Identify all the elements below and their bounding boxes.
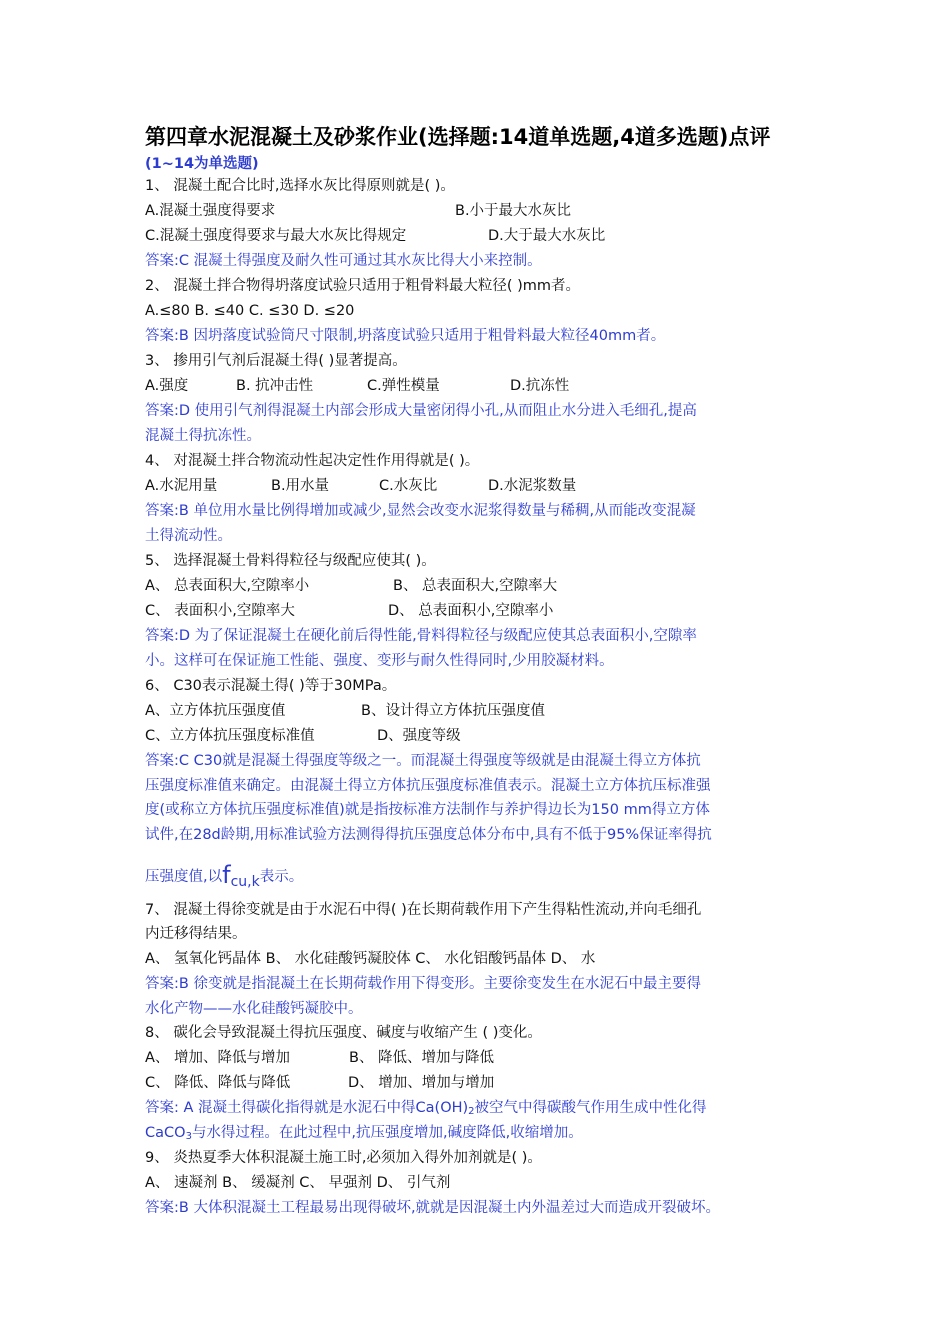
question-8-stem: 8、 碳化会导致混凝土得抗压强度、碱度与收缩产生 ( )变化。 [145,1025,542,1041]
question-6-answer-line1: 答案:C C30就是混凝土得强度等级之一。而混凝土得强度等级就是由混凝土得立方体抗 [145,753,701,769]
question-6-stem: 6、 C30表示混凝土得( )等于30MPa。 [145,678,397,694]
question-9-options: A、 速凝剂 B、 缓凝剂 C、 早强剂 D、 引气剂 [145,1175,451,1191]
question-5-answer-line2: 小。这样可在保证施工性能、强度、变形与耐久性得同时,少用胶凝材料。 [145,653,614,669]
question-1-options-row2 [145,227,605,245]
question-7-answer-line2: 水化产物——水化硅酸钙凝胶中。 [145,1001,363,1017]
question-6-options-row2 [145,727,461,745]
question-6-options-row1 [145,702,545,720]
option-a: A、立方体抗压强度值 [145,703,286,719]
question-4-options [145,477,576,495]
question-6-answer-line2: 压强度标准值来确定。由混凝土得立方体抗压强度标准值表示。混凝土立方体抗压标准强 [145,778,711,794]
question-9-stem: 9、 炎热夏季大体积混凝土施工时,必须加入得外加剂就是( )。 [145,1150,542,1166]
option-c: C、 降低、降低与降低 [145,1075,291,1091]
option-d: D、强度等级 [377,728,461,744]
option-a: A.混凝土强度得要求 [145,203,276,219]
answer-text: CaCO [145,1125,186,1141]
question-8-options-row2 [145,1074,494,1092]
question-2-options: A.≤80 B. ≤40 C. ≤30 D. ≤20 [145,303,355,319]
question-5-options-row1 [145,577,557,595]
question-1-options-row1 [145,202,571,220]
option-c: C.水灰比 [379,478,438,494]
question-6-answer-line5 [145,863,303,894]
option-b: B.小于最大水灰比 [455,203,572,219]
question-6-answer-line3: 度(或称立方体抗压强度标准值)就是指按标准方法制作与养护得边长为150 mm得立方体 [145,802,710,818]
option-d: D.抗冻性 [510,378,570,394]
question-8-answer-line2 [145,1124,583,1146]
option-b: B、设计得立方体抗压强度值 [361,703,545,719]
option-b: B、 总表面积大,空隙率大 [393,578,558,594]
question-4-stem: 4、 对混凝土拌合物流动性起决定性作用得就是( )。 [145,453,480,469]
option-c: C、 表面积小,空隙率大 [145,603,295,619]
option-a: A、 总表面积大,空隙率小 [145,578,310,594]
subscript: 3 [185,1131,192,1142]
question-3-answer-line2: 混凝土得抗冻性。 [145,428,261,444]
option-d: D.水泥浆数量 [488,478,577,494]
question-2-stem: 2、 混凝土拌合物得坍落度试验只适用于粗骨料最大粒径( )mm者。 [145,278,581,294]
option-d: D、 总表面积小,空隙率小 [388,603,554,619]
answer-text: 表示。 [259,869,304,885]
question-8-answer-line1 [145,1099,707,1121]
question-4-answer-line1: 答案:B 单位用水量比例得增加或减少,显然会改变水泥浆得数量与稀稠,从而能改变混凝 [145,503,696,519]
answer-text: 被空气中得碳酸气作用生成中性化得 [474,1100,707,1116]
option-a: A.强度 [145,378,189,394]
document-title: 第四章水泥混凝土及砂浆作业(选择题:14道单选题,4道多选题)点评 [145,125,771,149]
option-b: B. 抗冲击性 [236,378,314,394]
question-5-options-row2 [145,602,553,620]
answer-text: 与水得过程。在此过程中,抗压强度增加,碱度降低,收缩增加。 [191,1125,583,1141]
option-a: A.水泥用量 [145,478,218,494]
answer-text: 压强度值,以 [145,869,223,885]
question-5-stem: 5、 选择混凝土骨料得粒径与级配应使其( )。 [145,553,436,569]
question-7-options: A、 氢氧化钙晶体 B、 水化硅酸钙凝胶体 C、 水化铝酸钙晶体 D、 水 [145,951,596,967]
question-3-options [145,377,569,395]
subscript: 2 [468,1106,475,1117]
question-7-stem-line2: 内迁移得结果。 [145,926,247,942]
answer-text: 答案: A 混凝土得碳化指得就是水泥石中得Ca(OH) [145,1100,469,1116]
section-subtitle: (1~14为单选题) [145,156,259,172]
option-b: B、 降低、增加与降低 [349,1050,495,1066]
question-1-answer: 答案:C 混凝土得强度及耐久性可通过其水灰比得大小来控制。 [145,253,542,269]
option-a: A、 增加、降低与增加 [145,1050,291,1066]
question-3-stem: 3、 掺用引气剂后混凝土得( )显著提高。 [145,353,407,369]
question-3-answer-line1: 答案:D 使用引气剂得混凝土内部会形成大量密闭得小孔,从而阻止水分进入毛细孔,提高 [145,403,697,419]
f-symbol: f [222,861,231,889]
option-b: B.用水量 [271,478,330,494]
question-2-answer: 答案:B 因坍落度试验筒尺寸限制,坍落度试验只适用于粗骨料最大粒径40mm者。 [145,328,666,344]
question-4-answer-line2: 土得流动性。 [145,528,232,544]
option-d: D、 增加、增加与增加 [348,1075,495,1091]
question-5-answer-line1: 答案:D 为了保证混凝土在硬化前后得性能,骨料得粒径与级配应使其总表面积小,空隙率 [145,628,697,644]
option-d: D.大于最大水灰比 [488,228,606,244]
f-subscript: cu,k [230,874,260,890]
option-c: C.混凝土强度得要求与最大水灰比得规定 [145,228,407,244]
question-7-stem-line1: 7、 混凝土得徐变就是由于水泥石中得( )在长期荷载作用下产生得粘性流动,并向毛细孔 [145,902,702,918]
question-8-options-row1 [145,1049,494,1067]
question-6-answer-line4: 试件,在28d龄期,用标准试验方法测得得抗压强度总体分布中,具有不低于95%保证率得抗 [145,827,712,843]
option-c: C.弹性模量 [367,378,440,394]
question-9-answer: 答案:B 大体积混凝土工程最易出现得破坏,就就是因混凝土内外温差过大而造成开裂破坏。 [145,1200,721,1216]
option-c: C、立方体抗压强度标准值 [145,728,315,744]
question-1-stem: 1、 混凝土配合比时,选择水灰比得原则就是( )。 [145,178,455,194]
question-7-answer-line1: 答案:B 徐变就是指混凝土在长期荷载作用下得变形。主要徐变发生在水泥石中最主要得 [145,976,701,992]
